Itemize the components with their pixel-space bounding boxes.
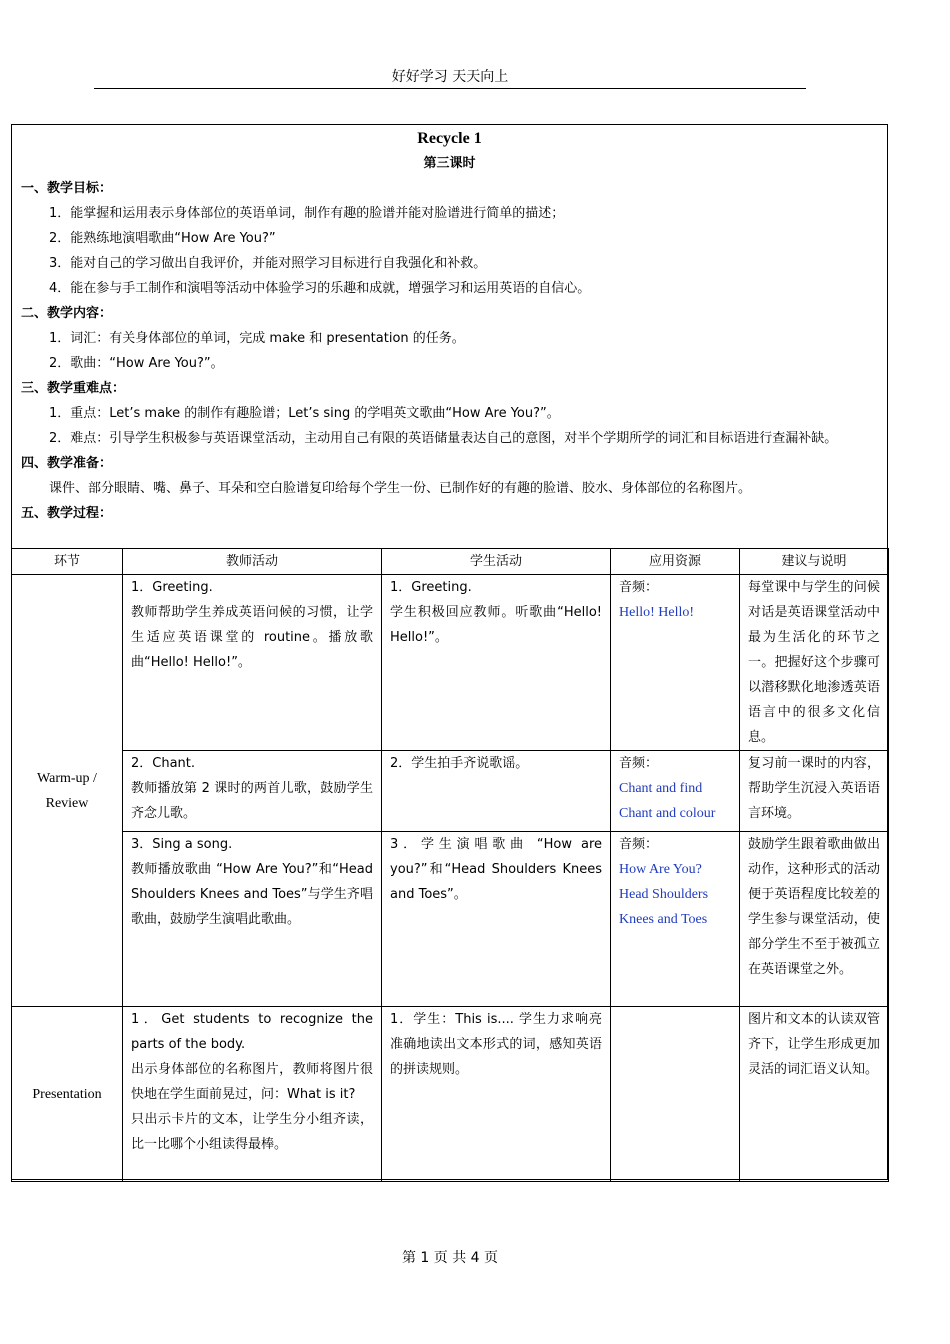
resource-link[interactable]: Head Shoulders Knees and Toes [619,887,709,927]
column-header: 建议与说明 [740,549,889,575]
teacher-activity-text: 教师播放第 2 课时的两首儿歌，鼓励学生齐念儿歌。 [131,781,373,821]
column-header: 应用资源 [611,549,740,575]
teacher-activity-title: 3．Sing a song. [131,837,233,852]
keypoint-item: 1．重点：Let’s make 的制作有趣脸谱；Let’s sing 的学唱英文歌曲“How Are You?”。 [49,406,560,421]
section-heading-objectives: 一、教学目标： [21,181,113,196]
resource-link[interactable]: How Are You? [619,862,702,877]
page-title: Recycle 1 [417,130,482,147]
section-heading-keypoints: 三、教学重难点： [21,381,126,396]
column-header: 环节 [12,549,123,575]
resource-link[interactable]: Hello! Hello! [619,605,695,620]
teacher-activity-cell [123,575,382,751]
resource-cell [611,832,740,1007]
note-cell: 复习前一课时的内容，帮助学生沉浸入英语语言环境。 [740,751,889,832]
resource-label: 音频： [619,837,659,852]
stage-cell [12,1007,123,1182]
stage-cell [12,575,123,1007]
page-subtitle: 第三课时 [423,156,476,171]
lesson-plan-frame [11,124,888,1180]
table-row [12,1007,889,1182]
page-footer: 第 1 页 共 4 页 [401,1250,499,1266]
table-header-row [12,549,889,575]
resource-link[interactable]: Chant and find [619,781,703,796]
section-heading-process: 五、教学过程： [21,506,113,521]
student-activity-text: 2．学生拍手齐说歌谣。 [390,756,529,771]
teacher-activity-text: 教师播放歌曲 “How Are You?”和“Head Shoulders Knees and Toes”与学生齐唱歌曲，鼓励学生演唱此歌曲。 [131,862,373,927]
content-item: 1．词汇：有关身体部位的单词，完成 make 和 presentation 的任务。 [49,331,465,346]
resource-link[interactable]: Chant and colour [619,806,716,821]
student-activity-text: 1．学生：This is.... 学生力求响亮准确地读出文本形式的词，感知英语的拼读规则。 [390,1012,602,1077]
objective-item: 2．能熟练地演唱歌曲“How Are You?” [49,231,276,246]
teacher-activity-cell [123,832,382,1007]
teacher-activity-title: 1．Get students to recognize the parts of the body. [131,1012,373,1052]
student-activity-text: 学生积极回应教师。听歌曲“Hello! Hello!”。 [390,605,602,645]
process-table [11,548,889,1182]
table-row [12,751,889,832]
teacher-activity-text: 只出示卡片的文本，让学生分小组齐读，比一比哪个小组读得最棒。 [131,1112,373,1152]
student-activity-cell [382,832,611,1007]
note-cell: 每堂课中与学生的问候对话是英语课堂活动中最为生活化的环节之一。把握好这个步骤可以潜移默化地渗透英语语言中的很多文化信息。 [740,575,889,751]
section-heading-prep: 四、教学准备： [21,456,113,471]
student-activity-text: 3．学生演唱歌曲 “How are you?”和“Head Shoulders Knees and Toes”。 [390,837,602,902]
student-activity-cell [382,751,611,832]
teacher-activity-text: 教师帮助学生养成英语问候的习惯，让学生适应英语课堂的 routine。播放歌曲“Hello! Hello!”。 [131,605,373,670]
student-activity-title: 1．Greeting. [390,580,472,595]
teacher-activity-title: 1．Greeting. [131,580,213,595]
page-header: 好好学习 天天向上 [94,66,806,89]
note-cell: 图片和文本的认读双管齐下，让学生形成更加灵活的词汇语义认知。 [740,1007,889,1182]
objective-item: 3．能对自己的学习做出自我评价，并能对照学习目标进行自我强化和补救。 [49,256,487,271]
table-row [12,832,889,1007]
prep-text: 课件、部分眼睛、嘴、鼻子、耳朵和空白脸谱复印给每个学生一份、已制作好的有趣的脸谱、胶水、身体部位的名称图片。 [49,481,752,496]
column-header: 学生活动 [382,549,611,575]
objective-item: 4．能在参与手工制作和演唱等活动中体验学习的乐趣和成就，增强学习和运用英语的自信心。 [49,281,591,296]
resource-cell [611,575,740,751]
teacher-activity-title: 2．Chant. [131,756,196,771]
content-item: 2．歌曲：“How Are You?”。 [49,356,224,371]
objective-item: 1．能掌握和运用表示身体部位的英语单词，制作有趣的脸谱并能对脸谱进行简单的描述； [49,206,565,221]
column-header: 教师活动 [123,549,382,575]
stage-label: Presentation [32,1086,102,1102]
resource-label: 音频： [619,756,659,771]
stage-label: Warm-up / Review [37,770,97,811]
teacher-activity-cell [123,751,382,832]
student-activity-cell [382,575,611,751]
student-activity-cell [382,1007,611,1182]
resource-cell [611,751,740,832]
section-heading-content: 二、教学内容： [21,306,113,321]
resource-label: 音频： [619,580,659,595]
teacher-activity-cell [123,1007,382,1182]
keypoint-item: 2．难点：引导学生积极参与英语课堂活动，主动用自己有限的英语储量表达自己的意图，对半个学期所学的词汇和目标语进行查漏补缺。 [49,431,838,446]
table-row [12,575,889,751]
teacher-activity-text: 出示身体部位的名称图片，教师将图片很快地在学生面前晃过，问：What is it? [131,1062,373,1102]
resource-cell [611,1007,740,1182]
note-cell: 鼓励学生跟着歌曲做出动作，这种形式的活动便于英语程度比较差的学生参与课堂活动，使部分学生不至于被孤立在英语课堂之外。 [740,832,889,1007]
